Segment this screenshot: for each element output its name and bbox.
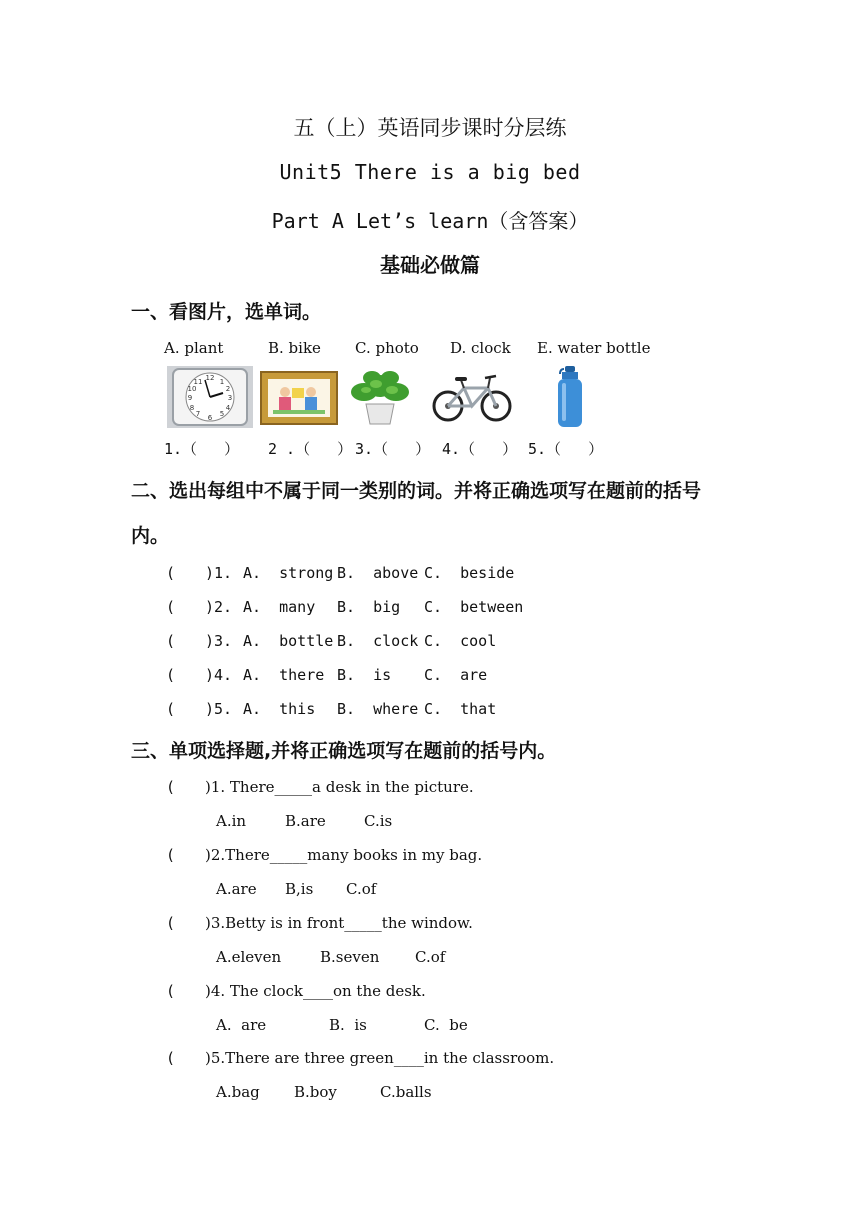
q2-option-a: A. this: [243, 700, 316, 718]
q2-item-number: )2.: [205, 598, 233, 616]
q3-option-a: A.in: [216, 812, 247, 830]
water-bottle-icon: [548, 366, 592, 428]
answer-paren[interactable]: (: [166, 666, 176, 684]
q2-option-a: A. bottle: [243, 632, 334, 650]
svg-text:7: 7: [195, 410, 201, 418]
q1-blank-3[interactable]: 3.（ ）: [355, 440, 431, 458]
svg-text:9: 9: [187, 394, 193, 402]
q2-option-c: C. cool: [424, 632, 497, 650]
q2-option-b: B. clock: [337, 632, 419, 650]
q1-blank-1[interactable]: 1.（ ）: [164, 440, 240, 458]
answer-paren[interactable]: (: [166, 700, 176, 718]
q3-stem: )4. The clock____on the desk.: [205, 982, 426, 1000]
q1-option-d: D. clock: [450, 339, 511, 357]
q1-option-b: B. bike: [268, 339, 321, 357]
answer-paren[interactable]: (: [166, 632, 176, 650]
unit-title: Unit5 There is a big bed: [279, 160, 581, 184]
clock-icon: [167, 366, 253, 428]
q1-blank-5[interactable]: 5.（ ）: [528, 440, 604, 458]
q3-stem: )5.There are three green____in the classroom.: [205, 1049, 555, 1067]
q2-option-c: C. between: [424, 598, 524, 616]
section-title: 基础必做篇: [380, 253, 480, 277]
svg-text:6: 6: [207, 414, 213, 422]
svg-text:10: 10: [187, 385, 197, 393]
q1-option-e: E. water bottle: [537, 339, 651, 357]
q2-option-c: C. beside: [424, 564, 515, 582]
q3-stem: )1. There_____a desk in the picture.: [205, 778, 474, 796]
q3-option-b: B.are: [285, 812, 326, 830]
q2-item-number: )3.: [205, 632, 233, 650]
svg-text:8: 8: [189, 404, 195, 412]
q3-option-b: B. is: [329, 1016, 367, 1034]
answer-paren[interactable]: (: [166, 598, 176, 616]
q1-heading: 一、看图片，选单词。: [131, 301, 322, 323]
q2-option-b: B. where: [337, 700, 419, 718]
q3-option-b: B.seven: [320, 948, 380, 966]
q2-option-a: A. strong: [243, 564, 334, 582]
q3-option-b: B,is: [285, 880, 314, 898]
q2-option-c: C. are: [424, 666, 488, 684]
svg-text:12: 12: [205, 374, 215, 382]
q3-option-b: B.boy: [294, 1083, 337, 1101]
q3-option-c: C.of: [415, 948, 446, 966]
answer-paren[interactable]: (: [166, 846, 176, 864]
q3-option-a: A.eleven: [216, 948, 282, 966]
q2-option-a: A. there: [243, 666, 325, 684]
q2-heading-line2: 内。: [131, 525, 170, 547]
answer-paren[interactable]: (: [166, 564, 176, 582]
q1-blank-2[interactable]: 2 .（ ）: [268, 440, 353, 458]
q3-stem: )2.There_____many books in my bag.: [205, 846, 483, 864]
q3-option-c: C.balls: [380, 1083, 432, 1101]
q2-item-number: )4.: [205, 666, 233, 684]
q3-option-a: A.bag: [216, 1083, 260, 1101]
bike-icon: [430, 366, 514, 428]
q3-option-c: C.of: [346, 880, 377, 898]
q2-item-number: )5.: [205, 700, 233, 718]
svg-text:11: 11: [193, 378, 203, 386]
answer-paren[interactable]: (: [166, 778, 176, 796]
q2-option-b: B. is: [337, 666, 392, 684]
worksheet-title: 五（上）英语同步课时分层练: [293, 116, 567, 140]
q1-blank-4[interactable]: 4.（ ）: [442, 440, 518, 458]
q2-option-a: A. many: [243, 598, 316, 616]
q1-option-c: C. photo: [355, 339, 419, 357]
q3-option-a: A. are: [216, 1016, 267, 1034]
q1-option-a: A. plant: [164, 339, 224, 357]
photo-icon: [259, 366, 339, 428]
q3-option-a: A.are: [216, 880, 257, 898]
answer-paren[interactable]: (: [166, 1049, 176, 1067]
answer-paren[interactable]: (: [166, 982, 176, 1000]
q2-option-b: B. above: [337, 564, 419, 582]
q3-stem: )3.Betty is in front_____the window.: [205, 914, 473, 932]
plant-icon: [346, 366, 414, 428]
part-title: Part A Let’s learn（含答案）: [271, 209, 589, 233]
q3-heading: 三、单项选择题,并将正确选项写在题前的括号内。: [131, 740, 557, 762]
q3-option-c: C.is: [364, 812, 393, 830]
q2-option-b: B. big: [337, 598, 401, 616]
svg-text:1: 1: [219, 378, 225, 386]
q2-heading-line1: 二、选出每组中不属于同一类别的词。并将正确选项写在题前的括号: [131, 480, 702, 502]
q2-option-c: C. that: [424, 700, 497, 718]
svg-text:4: 4: [225, 404, 231, 412]
svg-text:2: 2: [225, 385, 231, 393]
answer-paren[interactable]: (: [166, 914, 176, 932]
svg-text:5: 5: [219, 410, 225, 418]
q3-option-c: C. be: [424, 1016, 468, 1034]
svg-text:3: 3: [227, 394, 233, 402]
q2-item-number: )1.: [205, 564, 233, 582]
